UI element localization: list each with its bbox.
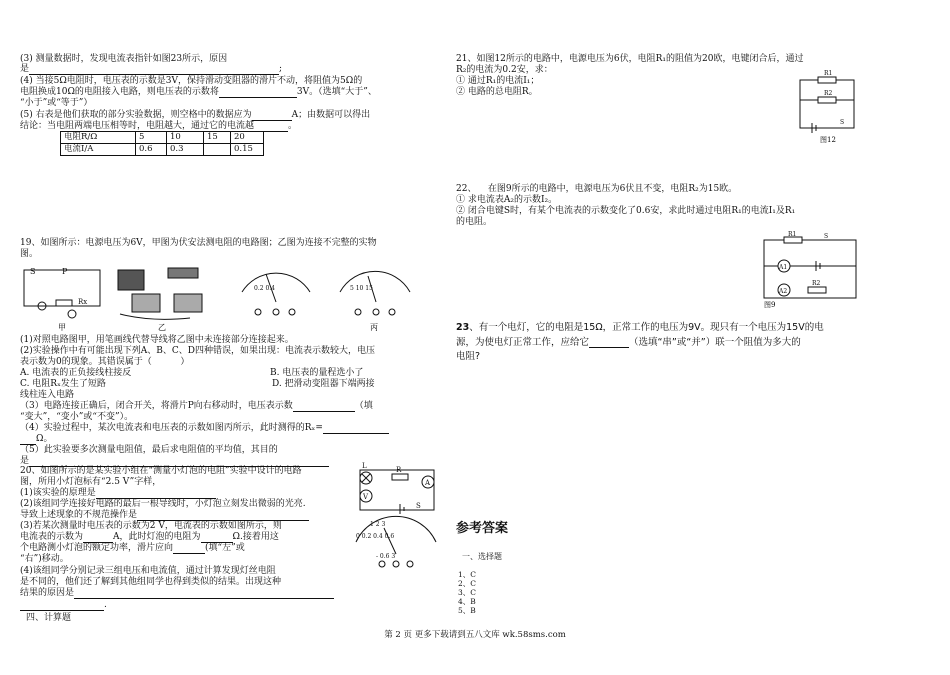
q20-dots: . bbox=[20, 600, 107, 611]
answer-blank bbox=[20, 435, 36, 445]
svg-text:S: S bbox=[416, 502, 421, 510]
svg-text:Rx: Rx bbox=[78, 298, 88, 306]
svg-text:0.2 0.4: 0.2 0.4 bbox=[254, 285, 275, 292]
answer-blank bbox=[252, 111, 292, 121]
answer-blank bbox=[173, 544, 205, 554]
svg-text:R: R bbox=[396, 466, 402, 474]
q20-line2: 图，所用小灯泡标有“2.5 V”字样， bbox=[20, 477, 162, 487]
svg-text:R1: R1 bbox=[824, 70, 833, 77]
answer-blank bbox=[219, 88, 297, 98]
q23-line3: 电阻? bbox=[456, 351, 481, 362]
table-cell: 电阻R/Ω bbox=[61, 132, 136, 144]
svg-text:S: S bbox=[30, 267, 36, 276]
q20-ammeter-figure bbox=[348, 514, 444, 576]
svg-text:A: A bbox=[425, 479, 431, 487]
q20-s2-line2: 导致上述现象的不规范操作是 bbox=[20, 510, 309, 521]
meter-figure-bing bbox=[242, 271, 410, 315]
q19-s4-line2: Ω。 bbox=[20, 434, 52, 445]
svg-text:1 2 3: 1 2 3 bbox=[370, 521, 386, 528]
q19-s2-line2: 表示数为0的现象。其错误属于（ ） bbox=[20, 357, 190, 367]
q18-item4-line3: “小于”或“等于”） bbox=[20, 98, 93, 108]
svg-text:V: V bbox=[363, 493, 369, 501]
list-item: 5、B bbox=[458, 606, 476, 615]
list-item: 2、C bbox=[458, 579, 477, 588]
svg-text:S: S bbox=[824, 233, 829, 240]
table-cell bbox=[204, 144, 231, 156]
q19-s2-line1: (2)实验操作中有可能出现下列A、B、C、D四种错误，如果出现：电流表示数较大，电压 bbox=[20, 346, 375, 356]
q19-s4-line1: （4）实验过程中，某次电流表和电压表的示数如图丙所示，此时测得的Rₓ= bbox=[20, 423, 389, 434]
q18-item4-line1: (4) 当接5Ω电阻时，电压表的示数是3V，保持滑动变阻器的滑片不动，将阻值为5Ω的 bbox=[20, 76, 363, 86]
q18-item3-line2: 是 ; bbox=[20, 64, 283, 74]
q22-s2-line2: 的电阻。 bbox=[456, 217, 493, 227]
answer-key-section: 一、选择题 bbox=[462, 552, 502, 561]
svg-text:A2: A2 bbox=[779, 288, 788, 295]
fig-label-12: 图12 bbox=[820, 136, 836, 144]
q20-line1: 20、如图所示的是某实验小组在“测量小灯泡的电阻”实验中设计的电路 bbox=[20, 466, 302, 476]
q19-s3-line1: （3）电路连接正确后，闭合开关，将滑片P向右移动时，电压表示数 （填 bbox=[20, 401, 373, 411]
q20-s4-line3: 结果的原因是 bbox=[20, 588, 334, 599]
svg-text:A1: A1 bbox=[779, 264, 788, 271]
q20-s3-line1: (3)若某次测量时电压表的示数为2 V，电流表的示数如图所示，则 bbox=[20, 521, 282, 531]
q19-option-a: A. 电流表的正负接线柱接反 bbox=[20, 368, 132, 378]
q22-circuit-diagram bbox=[760, 232, 862, 308]
answer-blank bbox=[137, 511, 309, 521]
q20-circuit-diagram bbox=[340, 464, 444, 514]
q19-line2: 图。 bbox=[20, 249, 39, 259]
answer-blank bbox=[589, 338, 629, 348]
q19-s1: (1)对照电路图甲，用笔画线代替导线将乙图中未连接部分连接起来。 bbox=[20, 335, 294, 345]
q21-line1: 21、如图12所示的电路中，电源电压为6伏，电阻R₁的阻值为20欧，电键闭合后，通过 bbox=[456, 54, 804, 64]
q20-s1: (1)该实验的原理是 bbox=[20, 488, 216, 499]
fig-label-9: 图9 bbox=[764, 301, 776, 309]
q19-s5-line1: （5）此实验要多次测量电阻值，最后求电阻值的平均值，其目的 bbox=[20, 445, 278, 455]
circuit-diagram-jia bbox=[24, 267, 100, 318]
q21-line2: R₂的电流为0.2安，求： bbox=[456, 65, 553, 75]
q19-option-c: C. 电阻Rₓ发生了短路 bbox=[20, 379, 106, 389]
q21-circuit-diagram bbox=[796, 70, 862, 144]
fig-label-yi: 乙 bbox=[158, 323, 166, 332]
q20-s3-line3: 个电路测小灯泡的额定功率，滑片应向 (填“左”或 bbox=[20, 543, 245, 553]
table-cell: 0.15 bbox=[231, 144, 264, 156]
q18-item5-line2: 结论：当电阻两端电压相等时，电阻越大，通过它的电流越 。 bbox=[20, 121, 298, 131]
q22-s1: ① 求电流表A₂的示数I₂。 bbox=[456, 195, 558, 205]
q21-s2: ② 电路的总电阻R。 bbox=[456, 87, 538, 97]
q18-item3-line1: (3) 测量数据时，发现电流表指针如图23所示，原因 bbox=[20, 54, 228, 64]
q20-s3-line4: “右”)移动。 bbox=[20, 554, 69, 564]
svg-text:5 10 15: 5 10 15 bbox=[350, 285, 373, 292]
svg-text:L: L bbox=[362, 462, 367, 470]
svg-text:S: S bbox=[840, 119, 845, 126]
q20-s4-line1: (4)该组同学分别记录三组电压和电流值，通过计算发现灯丝电阻 bbox=[20, 566, 276, 576]
q19-option-b: B. 电压表的量程选小了 bbox=[270, 368, 364, 378]
q19-s5-line2: 是 bbox=[20, 456, 329, 467]
table-cell: 20 bbox=[231, 132, 264, 144]
q20-s3-line2: 电流表的示数为 A，此时灯泡的电阻为 Ω.接着用这 bbox=[20, 532, 279, 542]
answer-key-title: 参考答案 bbox=[456, 521, 509, 536]
q19-s3-line2: “变大”，“变小”或“不变”）。 bbox=[20, 412, 134, 422]
q23-line2: 源，为使电灯正常工作，应给它 （选填“串”或“并”）联一个阻值为多大的 bbox=[456, 337, 801, 348]
answer-blank bbox=[96, 489, 216, 499]
q21-s1: ① 通过R₁的电流I₁； bbox=[456, 76, 540, 86]
table-cell: 5 bbox=[136, 132, 167, 144]
section-heading-calculation: 四、计算题 bbox=[26, 613, 72, 623]
svg-text:R2: R2 bbox=[812, 280, 821, 287]
q18-item5-line1: (5) 右表是他们获取的部分实验数据，则空格中的数据应为 A；由数据可以得出 bbox=[20, 110, 371, 120]
q19-figures bbox=[20, 262, 420, 334]
table-cell: 电流I/A bbox=[61, 144, 136, 156]
answer-blank bbox=[20, 601, 104, 611]
table-cell: 0.6 bbox=[136, 144, 167, 156]
list-item: 3、C bbox=[458, 588, 477, 597]
q18-item4-line2: 电阻换成10Ω的电阻接入电路，则电压表的示数将 3V。（选填“大于”、 bbox=[20, 87, 377, 97]
svg-text:P: P bbox=[62, 267, 68, 276]
answer-blank bbox=[74, 589, 334, 599]
list-item: 4、B bbox=[458, 597, 476, 606]
table-cell: 0.3 bbox=[167, 144, 204, 156]
table-row bbox=[61, 144, 264, 156]
svg-text:R1: R1 bbox=[788, 231, 797, 238]
fig-label-jia: 甲 bbox=[58, 323, 66, 332]
table-cell: 15 bbox=[204, 132, 231, 144]
svg-text:- 0.6 3: - 0.6 3 bbox=[376, 553, 396, 560]
answer-blank bbox=[83, 533, 113, 543]
q20-s2-line1: (2)该组同学连接好电路的最后一根导线时，小灯泡立刻发出微弱的光亮. bbox=[20, 499, 306, 509]
data-table bbox=[60, 131, 264, 156]
q22-s2-line1: ② 闭合电键S时，有某个电流表的示数变化了0.6安，求此时通过电阻R₁的电流I₁及R₁ bbox=[456, 206, 796, 216]
svg-text:R2: R2 bbox=[824, 90, 833, 97]
svg-text:0 0.2 0.4 0.6: 0 0.2 0.4 0.6 bbox=[356, 533, 395, 540]
table-cell: 10 bbox=[167, 132, 204, 144]
q20-s4-line2: 是不同的，他们还了解到其他组同学也得到类似的结果。出现这种 bbox=[20, 577, 282, 587]
list-item: 1、C bbox=[458, 570, 477, 579]
q23-line1: 23、有一个电灯，它的电阻是15Ω，正常工作的电压为9V。现只有一个电压为15V的电 bbox=[456, 322, 824, 333]
q19-option-d-cont: 线柱连入电路 bbox=[20, 390, 75, 400]
q22-line1: 22、 在图9所示的电路中，电源电压为6伏且不变，电阻R₂为15欧。 bbox=[456, 184, 738, 194]
table-row bbox=[61, 132, 264, 144]
apparatus-figure-yi bbox=[118, 268, 202, 319]
fig-label-bing: 丙 bbox=[370, 323, 378, 332]
page-footer: 第 2 页 更多下载请到五八文库 wk.58sms.com bbox=[384, 630, 566, 640]
q19-line1: 19、如图所示：电源电压为6V，甲图为伏安法测电阻的电路图；乙图为连接不完整的实物 bbox=[20, 238, 377, 248]
answer-blank bbox=[201, 533, 233, 543]
q19-option-d: D. 把滑动变阻器下端两接 bbox=[272, 379, 375, 389]
answer-blank bbox=[29, 65, 279, 75]
answer-blank bbox=[293, 402, 355, 412]
answer-blank bbox=[323, 424, 389, 434]
